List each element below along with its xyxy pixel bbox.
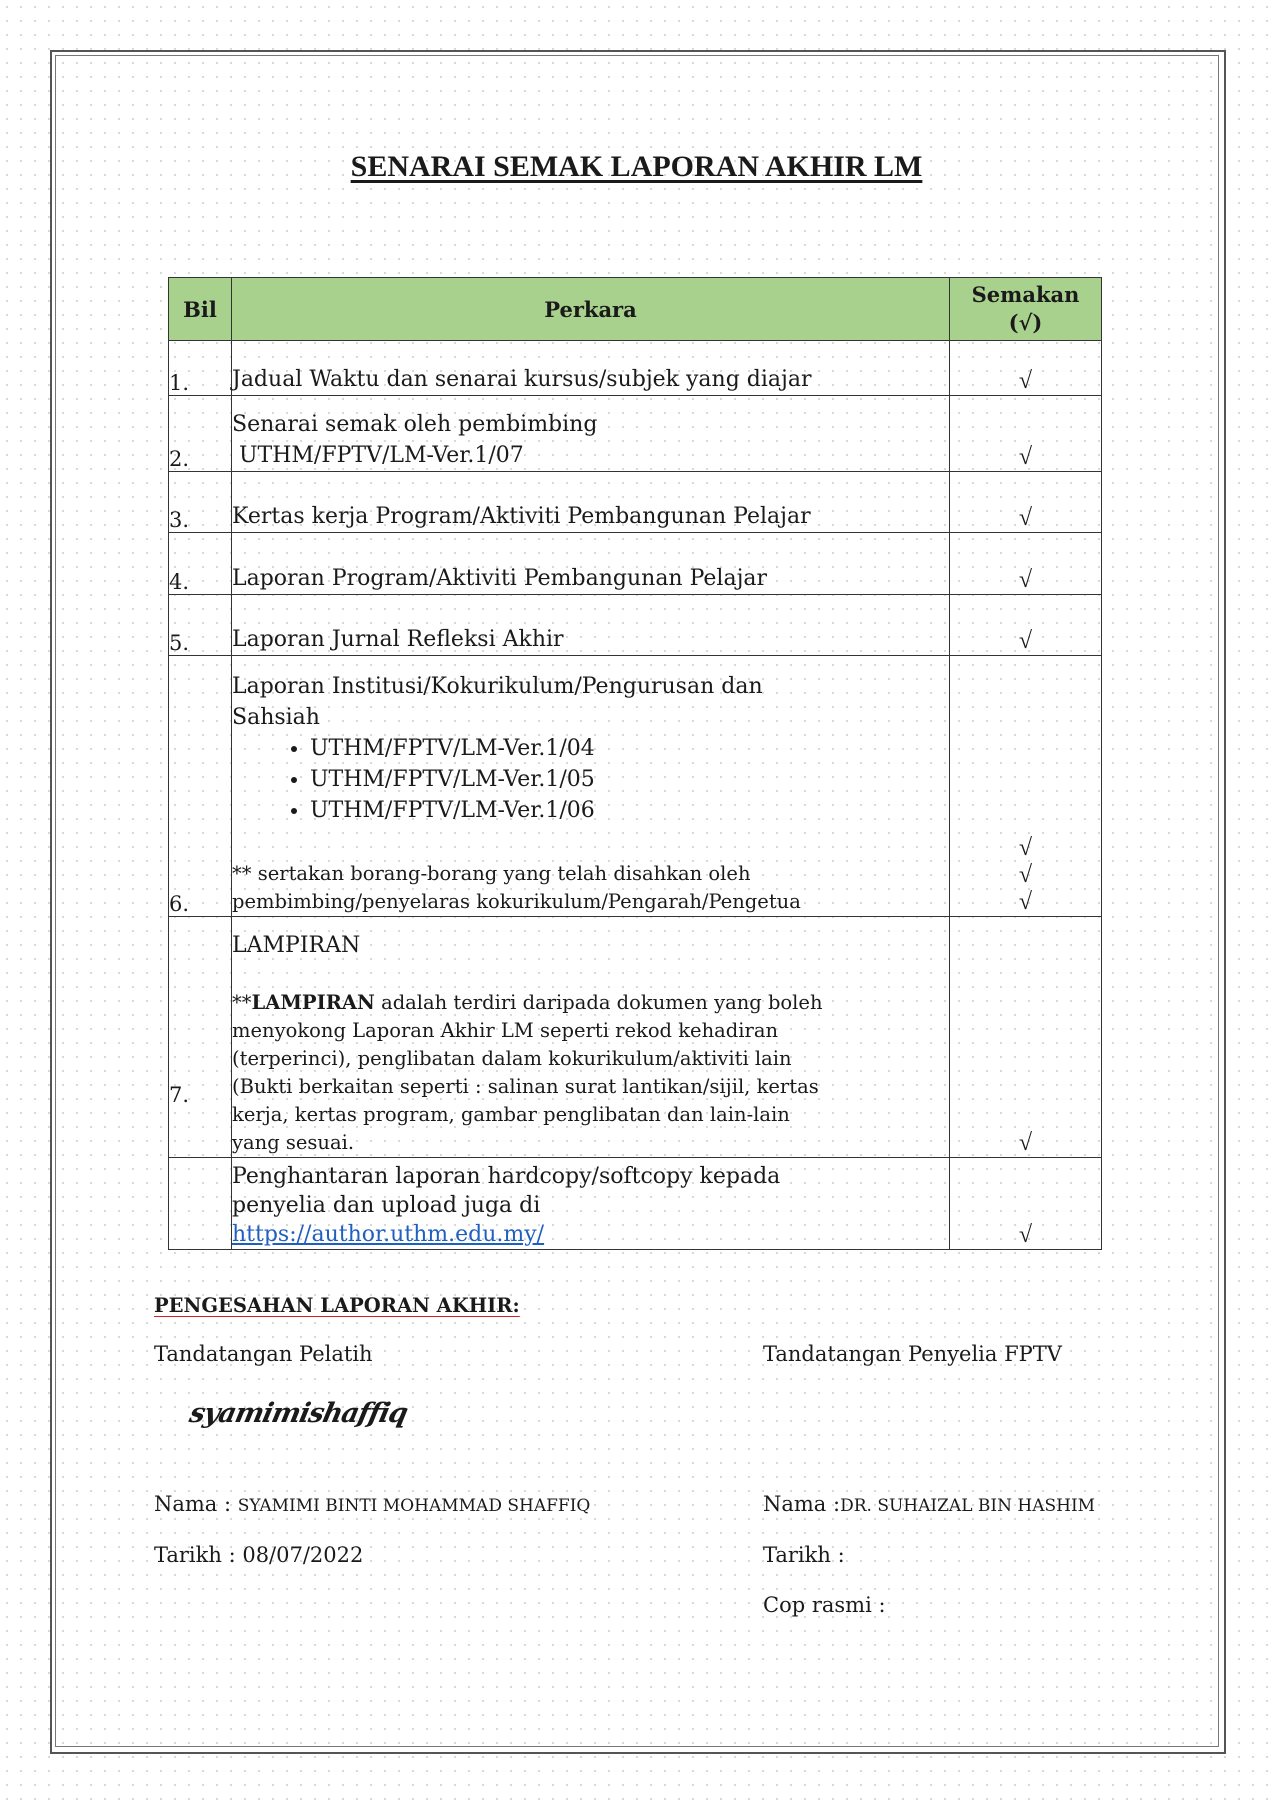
row-item: Kertas kerja Program/Aktiviti Pembangunan Pelajar [232,472,950,533]
pengesahan-heading: PENGESAHAN LAPORAN AKHIR: [154,1294,520,1317]
supervisor-name: DR. SUHAIZAL BIN HASHIM [840,1496,1096,1516]
row-note-line: menyokong Laporan Akhir LM seperti rekod kehadiran [232,1019,778,1042]
check-mark: √ [1018,889,1033,915]
trainee-name: SYAMIMI BINTI MOHAMMAD SHAFFIQ [237,1496,591,1516]
row-item [232,656,950,917]
list-item: • UTHM/FPTV/LM-Ver.1/06 [310,795,949,826]
row-item [232,917,950,1158]
row-item-heading: LAMPIRAN [232,933,361,958]
table-row [169,595,1102,656]
row-item-line: UTHM/FPTV/LM-Ver.1/07 [232,443,524,468]
checklist-table [168,277,1102,1250]
row-number: 7. [169,917,232,1158]
row-item [232,1158,950,1250]
table-row [169,396,1102,472]
header-semakan-mark: (√) [1008,310,1043,335]
trainee-signature: syamimishaffiq [186,1398,411,1429]
table-row [169,341,1102,396]
trainee-name-line [154,1492,590,1516]
note-prefix: ** [232,991,252,1014]
check-mark: √ [950,1158,1102,1250]
trainee-date: Tarikh : 08/07/2022 [154,1543,364,1567]
supervisor-date: Tarikh : [763,1543,845,1567]
row-number: 4. [169,533,232,595]
table-header-row [169,278,1102,341]
row-item: Jadual Waktu dan senarai kursus/subjek yang diajar [232,341,950,396]
row-note-line: (Bukti berkaitan seperti : salinan surat lantikan/sijil, kertas [232,1075,819,1098]
row-number: 5. [169,595,232,656]
document-title: SENARAI SEMAK LAPORAN AKHIR LM [350,150,923,183]
check-mark: √ [1018,835,1033,861]
row-number: 2. [169,396,232,472]
header-bil: Bil [169,278,232,341]
table-row [169,917,1102,1158]
trainee-signature-label: Tandatangan Pelatih [154,1342,373,1366]
check-mark-group [950,656,1102,917]
check-mark: √ [950,595,1102,656]
row-note-line: kerja, kertas program, gambar penglibatan dan lain-lain [232,1103,790,1126]
form-list [232,733,949,826]
note-bold: LAMPIRAN [251,991,375,1014]
check-mark: √ [950,396,1102,472]
check-mark: √ [950,341,1102,396]
list-item: • UTHM/FPTV/LM-Ver.1/04 [310,733,949,764]
author-portal-link[interactable]: https://author.uthm.edu.my/ [232,1222,545,1247]
check-mark: √ [950,917,1102,1158]
list-item: • UTHM/FPTV/LM-Ver.1/05 [310,764,949,795]
table-row [169,1158,1102,1250]
note-text: adalah terdiri daripada dokumen yang boleh [374,991,823,1014]
row-item-line: Penghantaran laporan hardcopy/softcopy kepada [232,1164,781,1189]
supervisor-name-line [763,1492,1095,1516]
table-row [169,472,1102,533]
row-note-line [232,989,949,1017]
check-mark: √ [950,533,1102,595]
trainee-name-label: Nama : [154,1492,238,1516]
header-perkara: Perkara [232,278,950,341]
official-stamp-label: Cop rasmi : [763,1593,886,1617]
row-item-line: Sahsiah [232,705,320,730]
supervisor-signature-label: Tandatangan Penyelia FPTV [763,1342,1062,1366]
header-semakan [950,278,1102,341]
check-mark: √ [1018,862,1033,888]
row-item-line: Senarai semak oleh pembimbing [232,412,598,437]
row-number: 6. [169,656,232,917]
row-number: 3. [169,472,232,533]
row-item: Laporan Program/Aktiviti Pembangunan Pelajar [232,533,950,595]
row-note-line: (terperinci), penglibatan dalam kokurikulum/aktiviti lain [232,1047,792,1070]
row-note-line: pembimbing/penyelaras kokurikulum/Pengarah/Pengetua [232,890,801,913]
row-item-line: Laporan Institusi/Kokurikulum/Pengurusan dan [232,674,763,699]
header-semakan-label: Semakan [971,282,1080,307]
row-item [232,396,950,472]
row-note-line: ** sertakan borang-borang yang telah disahkan oleh [232,862,751,885]
row-note-line: yang sesuai. [232,1131,355,1154]
supervisor-name-label: Nama : [763,1492,841,1516]
row-item-line: penyelia dan upload juga di [232,1193,541,1218]
row-number: 1. [169,341,232,396]
table-row [169,533,1102,595]
row-number [169,1158,232,1250]
check-mark: √ [950,472,1102,533]
table-row [169,656,1102,917]
row-item: Laporan Jurnal Refleksi Akhir [232,595,950,656]
